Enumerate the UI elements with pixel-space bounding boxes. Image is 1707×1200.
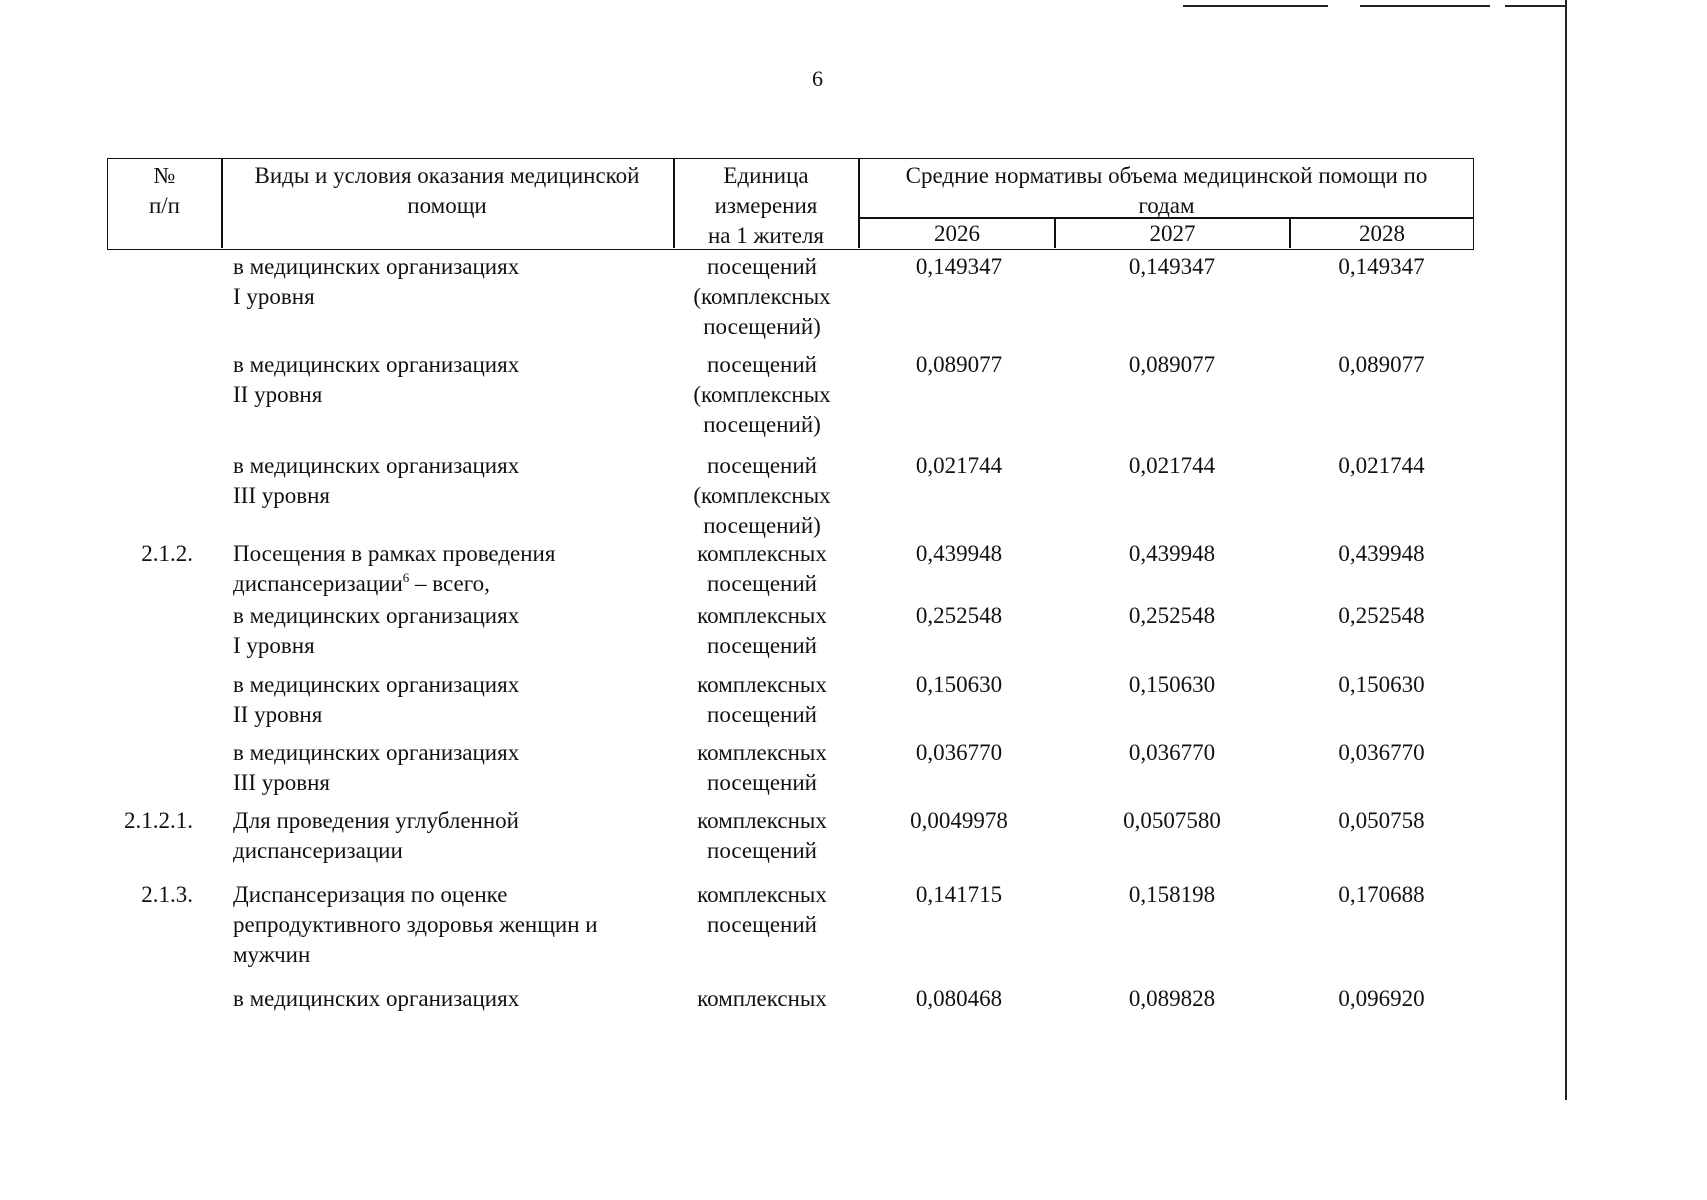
value-2028: 0,149347 xyxy=(1338,254,1425,279)
header-type xyxy=(223,161,671,221)
row-unit xyxy=(673,806,851,866)
row-name-line xyxy=(233,569,673,599)
value-2026: 0,252548 xyxy=(915,603,1003,628)
row-unit xyxy=(673,252,851,342)
scan-artifact xyxy=(1565,0,1567,1100)
header-num-line2: п/п xyxy=(148,193,180,218)
header-year-2028: 2028 xyxy=(1359,221,1405,246)
scan-artifact xyxy=(1505,5,1565,7)
value-2028: 0,021744 xyxy=(1338,453,1425,478)
row-unit-line: посещений xyxy=(707,702,817,727)
value-2028: 0,096920 xyxy=(1338,986,1425,1011)
value-2028: 0,089077 xyxy=(1338,352,1425,377)
page-number: 6 xyxy=(812,66,823,91)
header-unit-line3: на 1 жителя xyxy=(707,223,825,248)
value-2026: 0,141715 xyxy=(915,882,1003,907)
row-unit-line: посещений xyxy=(707,770,817,795)
row-unit-line: комплексных xyxy=(697,740,827,765)
row-unit xyxy=(673,539,851,599)
row-unit-line: посещений xyxy=(707,912,817,937)
value-2028: 0,170688 xyxy=(1338,882,1425,907)
header-num xyxy=(108,161,221,221)
row-unit-line: комплексных xyxy=(697,672,827,697)
row-unit-line: комплексных xyxy=(697,541,827,566)
header-unit-line2: измерения xyxy=(714,193,818,218)
row-unit xyxy=(673,350,851,440)
row-unit xyxy=(673,984,851,1014)
row-name xyxy=(233,539,673,599)
value-2027: 0,089828 xyxy=(1128,986,1216,1011)
row-unit-line: посещений xyxy=(707,571,817,596)
row-unit-line: комплексных xyxy=(697,603,827,628)
row-name-line: в медицинских организациях xyxy=(233,254,520,279)
header-year-2026: 2026 xyxy=(934,221,980,246)
value-2027: 0,089077 xyxy=(1128,352,1216,377)
row-name-line: диспансеризации xyxy=(233,838,403,863)
row-name-line: Диспансеризация по оценке xyxy=(233,882,508,907)
row-name xyxy=(233,806,673,866)
row-unit-line: комплексных xyxy=(697,882,827,907)
row-name xyxy=(233,252,673,312)
value-2027: 0,439948 xyxy=(1128,541,1216,566)
header-type-line2: помощи xyxy=(407,193,487,218)
row-name-line: Для проведения углубленной xyxy=(233,808,519,833)
scan-artifact xyxy=(1360,5,1490,7)
row-unit-line: посещений xyxy=(707,838,817,863)
value-2027: 0,036770 xyxy=(1128,740,1216,765)
row-unit-line: комплексных xyxy=(697,808,827,833)
value-2027: 0,149347 xyxy=(1128,254,1216,279)
header-type-line1: Виды и условия оказания медицинской xyxy=(254,163,640,188)
row-unit xyxy=(673,738,851,798)
header-unit xyxy=(675,161,857,251)
row-name-line: I уровня xyxy=(233,633,315,658)
header-norms xyxy=(860,161,1473,221)
row-name-line: в медицинских организациях xyxy=(233,453,520,478)
value-2026: 0,0049978 xyxy=(910,808,1008,833)
row-name-line: в медицинских организациях xyxy=(233,352,520,377)
row-name-line: в медицинских организациях xyxy=(233,740,520,765)
value-2027: 0,252548 xyxy=(1128,603,1216,628)
value-2026: 0,150630 xyxy=(915,672,1003,697)
value-2027: 0,150630 xyxy=(1128,672,1216,697)
value-2026: 0,036770 xyxy=(915,740,1003,765)
value-2026: 0,149347 xyxy=(915,254,1003,279)
value-2028: 0,036770 xyxy=(1338,740,1425,765)
row-number: 2.1.2. xyxy=(141,541,193,566)
value-2028: 0,150630 xyxy=(1338,672,1425,697)
header-norms-line2: годам xyxy=(1138,193,1195,218)
row-name-text: диспансеризации xyxy=(233,571,403,596)
row-name xyxy=(233,984,673,1014)
row-unit-line: посещений) xyxy=(703,412,821,437)
row-number: 2.1.2.1. xyxy=(124,808,193,833)
row-unit-line: посещений) xyxy=(703,314,821,339)
row-name-line: III уровня xyxy=(233,770,330,795)
row-unit-line: посещений) xyxy=(703,513,821,538)
header-year-2027: 2027 xyxy=(1149,221,1196,246)
row-unit-line: посещений xyxy=(707,254,817,279)
row-name-line: в медицинских организациях xyxy=(233,986,520,1011)
header-num-line1: № xyxy=(153,163,176,188)
value-2026: 0,021744 xyxy=(915,453,1003,478)
row-name-line: в медицинских организациях xyxy=(233,672,520,697)
table-header xyxy=(107,158,1474,250)
value-2027: 0,0507580 xyxy=(1123,808,1221,833)
row-unit-line: посещений xyxy=(707,352,817,377)
row-name xyxy=(233,451,673,511)
row-unit-line: (комплексных xyxy=(693,382,831,407)
value-2026: 0,439948 xyxy=(915,541,1003,566)
row-unit xyxy=(673,670,851,730)
row-name-line: Посещения в рамках проведения xyxy=(233,541,556,566)
row-name xyxy=(233,670,673,730)
value-2026: 0,080468 xyxy=(915,986,1003,1011)
row-name-line: II уровня xyxy=(233,702,323,727)
row-name-line: репродуктивного здоровья женщин и xyxy=(233,912,598,937)
row-name-line: в медицинских организациях xyxy=(233,603,520,628)
scan-artifact xyxy=(1183,5,1328,7)
row-unit-line: посещений xyxy=(707,633,817,658)
value-2027: 0,158198 xyxy=(1128,882,1216,907)
value-2028: 0,050758 xyxy=(1338,808,1425,833)
row-unit xyxy=(673,880,851,940)
row-unit-line: (комплексных xyxy=(693,483,831,508)
row-name xyxy=(233,880,673,970)
header-unit-line1: Единица xyxy=(723,163,809,188)
row-name xyxy=(233,738,673,798)
row-name-line: II уровня xyxy=(233,382,323,407)
row-unit xyxy=(673,601,851,661)
row-unit-line: посещений xyxy=(707,453,817,478)
value-2027: 0,021744 xyxy=(1128,453,1216,478)
row-name xyxy=(233,350,673,410)
row-number: 2.1.3. xyxy=(141,882,193,907)
row-name-text: – всего, xyxy=(409,571,490,596)
row-unit xyxy=(673,451,851,541)
row-name-line: III уровня xyxy=(233,483,330,508)
row-name-line: I уровня xyxy=(233,284,315,309)
header-norms-line1: Средние нормативы объема медицинской помощи по xyxy=(905,163,1428,188)
row-unit-line: комплексных xyxy=(697,986,827,1011)
value-2028: 0,252548 xyxy=(1338,603,1425,628)
row-name xyxy=(233,601,673,661)
value-2026: 0,089077 xyxy=(915,352,1003,377)
footnote-marker: 6 xyxy=(402,570,410,585)
value-2028: 0,439948 xyxy=(1338,541,1425,566)
row-name-line: мужчин xyxy=(233,942,311,967)
row-unit-line: (комплексных xyxy=(693,284,831,309)
